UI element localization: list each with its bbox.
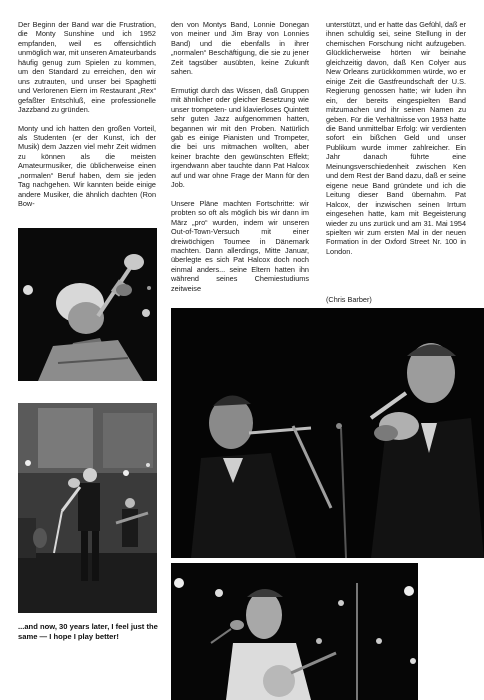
column2-paragraph-2: Ermutigt durch das Wissen, daß Gruppen mit ähnlicher oder gleicher Besetzung wie unser trompeten- und klavierloses Quintett sehr guten Jazz aufgenommen hatten, begannen wir mit den Proben. Natürlich gab es einige Pianisten und Trompeter, die bei uns mitmachen wollten, aber keiner brachte den gewünschten Effekt; irgendwann aber tauchte dann Pat Halcox auf und war ohne Frage der Mann für den Job. bbox=[171, 85, 309, 190]
photo-singer-banjo bbox=[171, 563, 418, 700]
article-column-1 bbox=[18, 20, 156, 209]
photo-band-duo bbox=[171, 308, 484, 558]
article-column-3 bbox=[326, 20, 466, 256]
article-column-2 bbox=[171, 20, 309, 293]
photo-trumpet-closeup bbox=[18, 228, 157, 381]
photo-trombone-stage bbox=[18, 403, 157, 613]
author-credit: (Chris Barber) bbox=[326, 295, 372, 304]
photo-caption: ...and now, 30 years later, I feel just the same — I hope I play better! bbox=[18, 622, 158, 642]
column2-paragraph-3: Unsere Pläne machten Fortschritte: wir probten so oft als möglich bis wir dann im März „pro“ wurden, indem wir unseren Out-of-Town-Versuch mit einer dreiwöchigen Tournee in Dänemark machten. Dann allerdings, Mitte Januar, überlegte es sich Pat Halcox doch noch einmal anders... seine Eltern hatten ihn während seines Chemiestudiums zeitweise bbox=[171, 198, 309, 293]
column1-paragraph-2: Monty und ich hatten den großen Vorteil, als Studenten (er der Kunst, ich der Musik) dem Jazzen viel mehr Zeit widmen zu können als die meisten Amateurmusiker, die üblicherweise einen „normalen“ Beruf haben, dem sie jeden Tag nachgehen. Wir kannten beide einige andere Musiker, die ähnlich dachten (Ron Bow- bbox=[18, 123, 156, 209]
column2-paragraph-1: den von Montys Band, Lonnie Donegan von meiner und Jim Bray von Lonnies Band) und die ebenfalls in ihrer „normalen“ Beschäftigung, die sie zu jener Zeit tagsüber ausübten, keine Zukunft sahen. bbox=[171, 20, 309, 77]
column3-paragraph-1: unterstützt, und er hatte das Gefühl, daß er ihnen schuldig sei, seine Stellung in der chemischen Forschung nicht aufzugeben. Glücklicherweise hörten wir beinahe gleichzeitig davon, daß Ken Colyer aus New Orleans zurückkommen würde, wo er einige Zeit die Gastfreundschaft der U.S. Regierung genossen hatte; wir luden ihn ein, der bereits eingespielten Band mitzumachen und ihr seinen Namen zu geben. Für die Verhältnisse von 1953 hatte die Band unmittelbar Erfolg: wir verdienten sofort ein bißchen Geld und unser Publikum wurde immer zahlreicher. Ein Jahr danach führte eine Meinungsverschiedenheit zwischen Ken und dem Rest der Band dazu, daß er seine eigene neue Band gründete und ich die Leitung dieser Band übernahm. Pat Halcox, der inzwischen seinen Irrtum eingesehen hatte, kam mit Begeisterung wieder zu uns zurück und am 31. Mai 1954 spielten wir zum ersten Mal in der neuen Formation in der Oxford Street Nr. 100 in London. bbox=[326, 20, 466, 256]
column1-paragraph-1: Der Beginn der Band war die Frustration, die Monty Sunshine und ich 1952 empfanden, weil es offensichtlich unmöglich war, mit unseren Amateurbands häufig genug zum Spielen zu kommen, um den Standard zu erreichen, den wir uns zutrauten, und unser bei Spaghetti und Verlorenen Eiern im Restaurant „Rex“ gefaßter Entschluß, eine professionelle Jazzband zu gründen. bbox=[18, 20, 156, 115]
